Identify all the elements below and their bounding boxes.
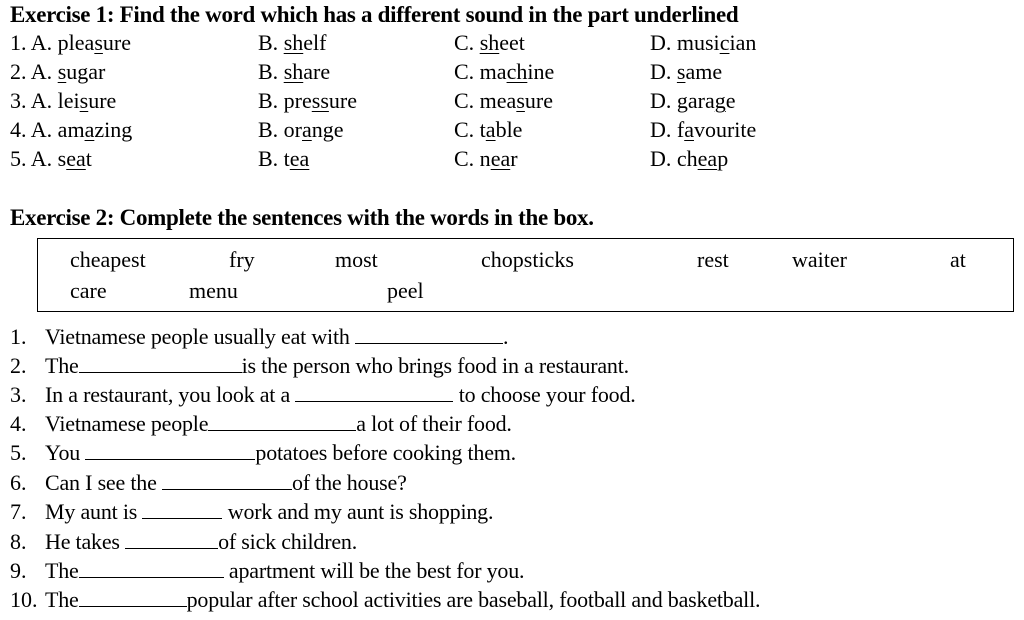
option-c: C. near: [454, 146, 518, 171]
answer-blank[interactable]: [125, 528, 218, 549]
option-b: B. tea: [258, 146, 310, 171]
option-a: 1. A. pleasure: [10, 30, 131, 55]
answer-blank[interactable]: [85, 439, 255, 460]
sentence-text: The apartment will be the best for you.: [45, 558, 525, 583]
sentence-text: In a restaurant, you look at a to choose your food.: [45, 382, 636, 407]
box-word: cheapest: [70, 247, 146, 272]
box-word: rest: [697, 247, 729, 272]
sentence-row: [0, 351, 1024, 381]
box-word: menu: [189, 278, 238, 303]
option-d: D. musician: [650, 30, 757, 55]
sentence-number: 3.: [10, 382, 27, 407]
sentence-row: [0, 497, 1024, 527]
sentence-row: [0, 380, 1024, 410]
option-b: B. pressure: [258, 88, 357, 113]
sentence-row: [0, 409, 1024, 439]
sentence-text: The popular after school activities are baseball, football and basketball.: [45, 587, 761, 612]
sentence-text: The is the person who brings food in a restaurant.: [45, 353, 629, 378]
answer-blank[interactable]: [162, 469, 292, 490]
sentence-text: Can I see the of the house?: [45, 470, 407, 495]
sentence-number: 10.: [10, 587, 38, 612]
answer-blank[interactable]: [208, 410, 356, 431]
sentence-text: He takes of sick children.: [45, 529, 358, 554]
box-word: chopsticks: [481, 247, 574, 272]
sentence-row: [0, 556, 1024, 586]
option-a: 2. A. sugar: [10, 59, 106, 84]
option-c: C. machine: [454, 59, 555, 84]
sentence-text: My aunt is work and my aunt is shopping.: [45, 499, 494, 524]
sentence-number: 2.: [10, 353, 27, 378]
option-b: B. shelf: [258, 30, 327, 55]
sentence-row: [0, 527, 1024, 557]
box-word: at: [950, 247, 966, 272]
option-d: D. same: [650, 59, 723, 84]
option-d: D. cheap: [650, 146, 729, 171]
option-a: 4. A. amazing: [10, 117, 133, 142]
answer-blank[interactable]: [79, 352, 242, 373]
question-row: [0, 86, 1024, 115]
sentence-text: Vietnamese people usually eat with .: [45, 324, 509, 349]
sentence-row: [0, 468, 1024, 498]
option-a: 5. A. seat: [10, 146, 92, 171]
option-d: D. favourite: [650, 117, 757, 142]
question-row: [0, 115, 1024, 144]
sentence-text: Vietnamese people a lot of their food.: [45, 411, 512, 436]
option-b: B. share: [258, 59, 331, 84]
question-row: [0, 144, 1024, 173]
box-word: most: [335, 247, 378, 272]
option-a: 3. A. leisure: [10, 88, 117, 113]
option-c: C. measure: [454, 88, 553, 113]
sentence-number: 9.: [10, 558, 27, 583]
option-c: C. table: [454, 117, 523, 142]
box-word: fry: [229, 247, 255, 272]
question-row: [0, 28, 1024, 57]
exercise-2-title: Exercise 2: Complete the sentences with the words in the box.: [10, 205, 594, 230]
sentence-row: [0, 438, 1024, 468]
sentence-number: 8.: [10, 529, 27, 554]
answer-blank[interactable]: [355, 323, 503, 344]
answer-blank[interactable]: [79, 557, 224, 578]
question-row: [0, 57, 1024, 86]
box-word: peel: [387, 278, 424, 303]
sentence-row: [0, 322, 1024, 352]
exercise-1-title: Exercise 1: Find the word which has a different sound in the part underlined: [10, 2, 739, 27]
box-word: waiter: [792, 247, 847, 272]
sentence-number: 5.: [10, 440, 27, 465]
answer-blank[interactable]: [295, 381, 453, 402]
sentence-number: 6.: [10, 470, 27, 495]
sentence-number: 4.: [10, 411, 27, 436]
sentence-number: 1.: [10, 324, 27, 349]
answer-blank[interactable]: [142, 498, 222, 519]
answer-blank[interactable]: [79, 586, 187, 607]
sentence-text: You potatoes before cooking them.: [45, 440, 516, 465]
word-box: [37, 238, 1014, 312]
box-word: care: [70, 278, 107, 303]
option-c: C. sheet: [454, 30, 525, 55]
sentence-number: 7.: [10, 499, 27, 524]
option-b: B. orange: [258, 117, 344, 142]
sentence-row: [0, 585, 1024, 615]
option-d: D. garage: [650, 88, 736, 113]
